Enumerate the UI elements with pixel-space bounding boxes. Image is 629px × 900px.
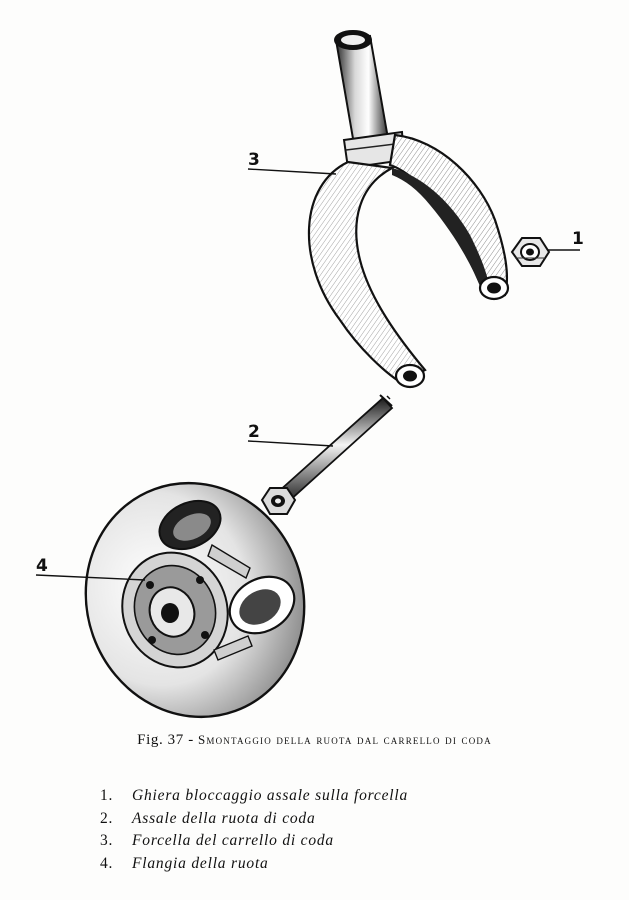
legend-item	[100, 808, 540, 831]
legend-item-number: 2.	[100, 809, 114, 827]
figure-title: Smontaggio della ruota dal carrello di coda	[197, 732, 492, 747]
callout-3-leader	[248, 169, 336, 174]
callout-number-3: 3	[248, 150, 260, 170]
callout-2-leader	[248, 441, 333, 446]
legend-item-text: Assale della ruota di coda	[132, 809, 316, 827]
legend-item	[100, 785, 540, 808]
legend-item-text: Flangia della ruota	[132, 854, 269, 872]
legend-item	[100, 830, 540, 853]
legend-item-number: 4.	[100, 854, 114, 872]
legend-item	[100, 853, 540, 876]
legend-item-number: 1.	[100, 787, 114, 804]
callout-number-2: 2	[248, 422, 260, 442]
callout-number-1: 1	[572, 229, 584, 249]
axle-nut-part	[512, 238, 549, 266]
legend-item-text: Ghiera bloccaggio assale sulla forcella	[132, 787, 409, 804]
legend-item-number: 3.	[100, 832, 114, 849]
parts-legend	[100, 785, 540, 875]
figure-caption	[0, 732, 629, 749]
axle-part	[262, 395, 392, 514]
figure-number: Fig. 37 -	[137, 732, 194, 748]
callout-number-4: 4	[36, 556, 48, 576]
legend-item-text: Forcella del carrello di coda	[132, 832, 334, 849]
fork-part	[309, 31, 508, 387]
